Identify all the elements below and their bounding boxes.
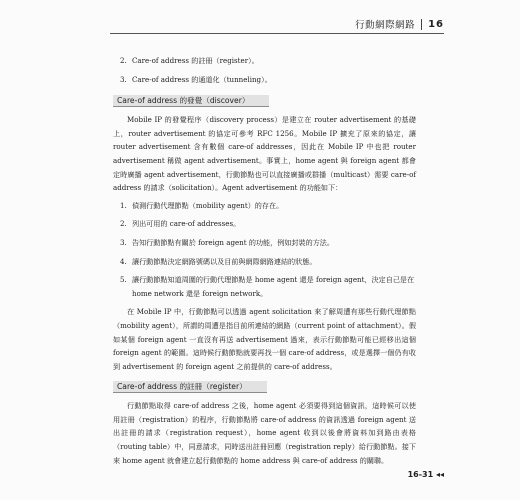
list-item bbox=[113, 199, 416, 213]
list-text: 偵測行動代理節點（mobility agent）的存在。 bbox=[132, 200, 284, 210]
chapter-title: 行動網際網路 bbox=[355, 20, 416, 31]
list-number: 5. bbox=[120, 275, 127, 285]
list-item bbox=[113, 273, 416, 300]
header-rule bbox=[110, 33, 444, 34]
list-item bbox=[113, 54, 416, 68]
section-heading-register: Care-of address 的註冊（register） bbox=[113, 381, 267, 393]
paragraph: 在 Mobile IP 中，行動節點可以透過 agent solicitation 來了解周遭有那些行動代理節點（mobility agent），所謂的周遭是指目前所連結的網路（current point of attachment）。假如某個 foreign agent 一直沒有再送 advertisement 過來，表示行動節點可能已經移出這個 foreign agent 的範圍。這時候行動節點就要再找一個 care-of address，或是選擇一個仍有收到 advertisement 的 foreign agent 之前提供的 care-of address。 bbox=[113, 307, 416, 371]
list-text: 讓行動節點知道周圍的行動代理節點是 home agent 還是 foreign agent，決定自己是在 home network 還是 foreign network。 bbox=[132, 275, 415, 298]
chapter-number: 16 bbox=[421, 19, 444, 30]
list-number: 3. bbox=[120, 74, 127, 84]
list-item bbox=[113, 217, 416, 231]
list-item bbox=[113, 73, 416, 87]
list-number: 2. bbox=[120, 219, 127, 229]
page-number: 16-31 ◂◂ bbox=[407, 470, 444, 479]
list-number: 2. bbox=[120, 56, 127, 65]
paragraph: Mobile IP 的發覺程序（discovery process）是建立在 router advertisement 的基礎上，router advertisement 的協定可參考 RFC 1256。Mobile IP 擴充了原來的協定，讓 router advertisement 含有數個 care-of addresses，因此在 Mobile IP 中也把 router advertisement 稱做 agent advertisement。事實上，home agent 與 foreign agent 都會定時廣播 agent advertisement，行動節點也可以直接廣播或群播（multicast）需要 care-of address 的請求（solicitation）。Agent advertisement 的功能如下： bbox=[113, 115, 416, 193]
page-body bbox=[113, 54, 416, 471]
numbered-list-top bbox=[113, 54, 416, 86]
running-header bbox=[355, 17, 444, 31]
list-text: Care-of address 的通道化（tunneling）。 bbox=[132, 74, 272, 84]
list-text: 讓行動節點決定網路號碼以及目前與網際網路連結的狀態。 bbox=[132, 256, 317, 266]
list-text: Care-of address 的註冊（register）。 bbox=[132, 56, 259, 65]
list-item bbox=[113, 255, 416, 269]
paragraph: 行動節點取得 care-of address 之後，home agent 必須要得到這個資訊，這時候可以使用註冊（registration）的程序，行動節點將 care-of address 的資訊透過 foreign agent 送出註冊的請求（registration request），home agent 收到以後會將資料加到路由表格（routing table）中，同意請求，同時送出註冊回應（registration reply）給行動節點。接下來 home agent 就會建立起行動節點的 home address 與 care-of address 的關聯。 bbox=[113, 401, 416, 465]
list-number: 3. bbox=[120, 237, 127, 247]
list-item bbox=[113, 236, 416, 250]
list-text: 告知行動節點有關於 foreign agent 的功能，例如封裝的方法。 bbox=[132, 237, 334, 247]
list-number: 1. bbox=[120, 200, 127, 210]
numbered-list-functions bbox=[113, 199, 416, 301]
list-text: 列出可用的 care-of addresses。 bbox=[132, 219, 241, 229]
section-heading-discover: Care-of address 的發覺（discover） bbox=[113, 95, 269, 107]
list-number: 4. bbox=[120, 256, 127, 266]
